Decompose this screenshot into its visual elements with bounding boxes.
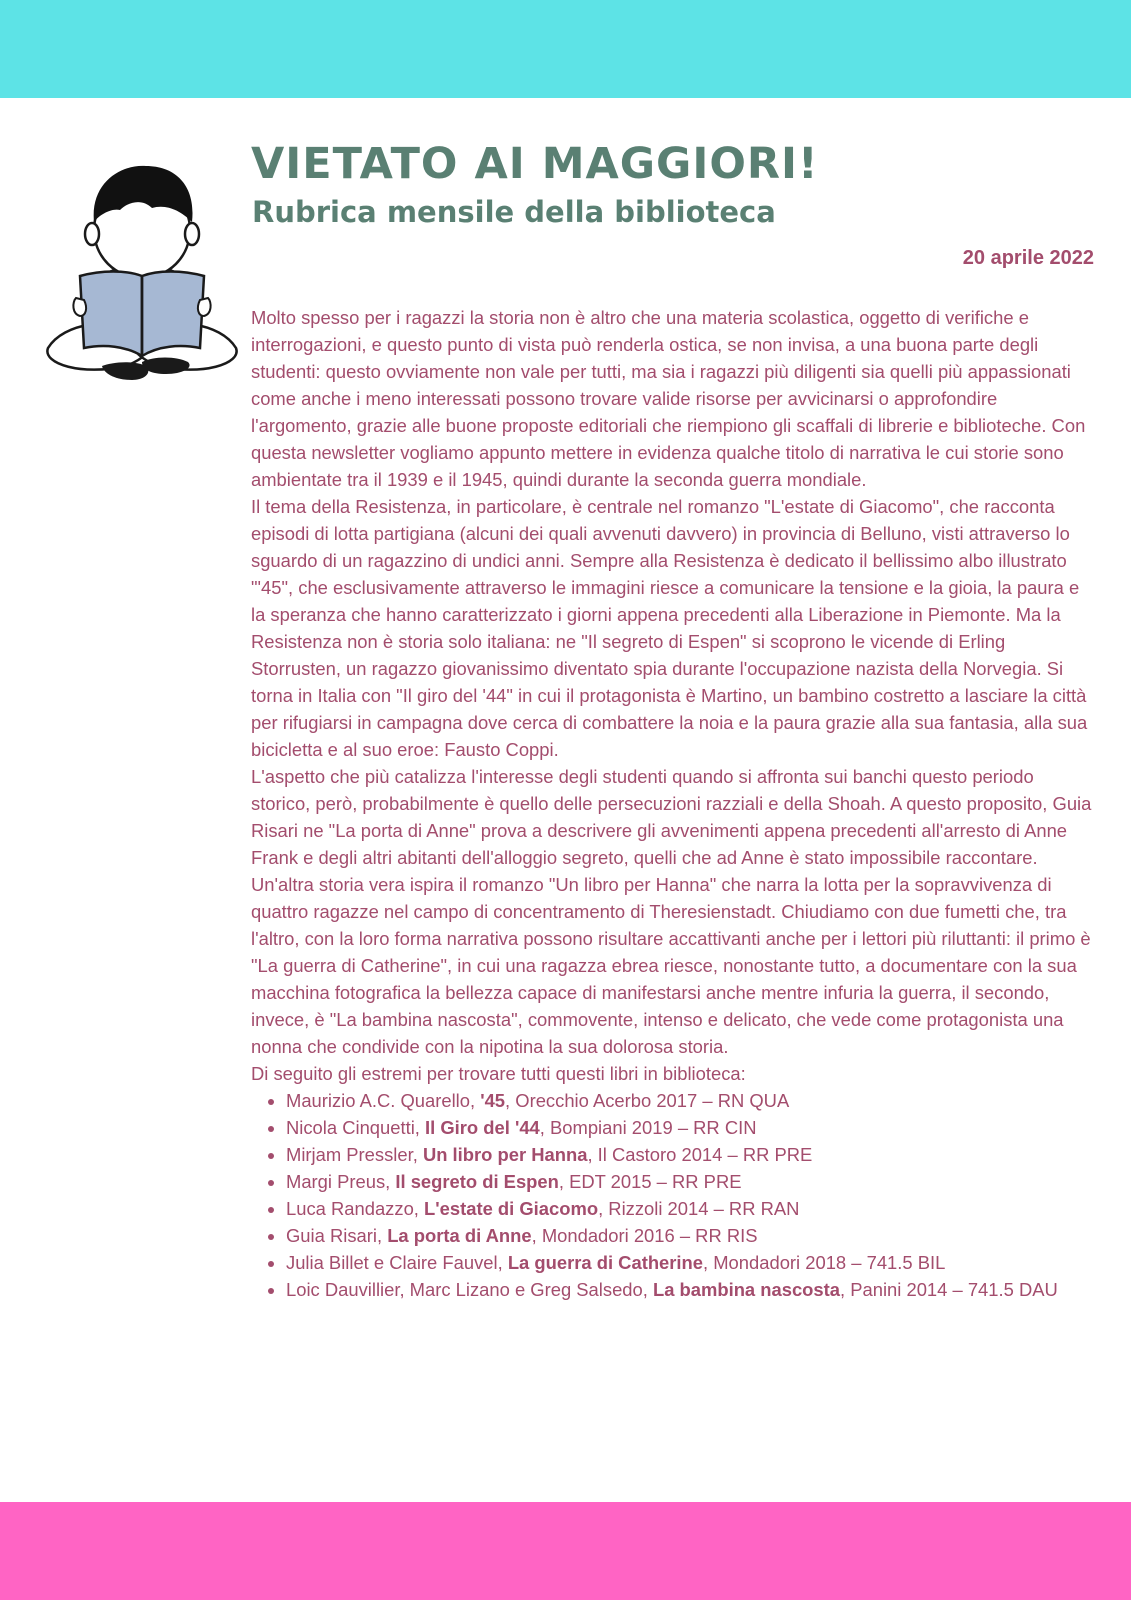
list-item <box>286 1168 1094 1195</box>
book-author: Mirjam Pressler, <box>286 1144 423 1165</box>
book-author: Margi Preus, <box>286 1171 396 1192</box>
book-title: La guerra di Catherine <box>507 1252 704 1273</box>
paragraph-books-intro: Di seguito gli estremi per trovare tutti questi libri in biblioteca: <box>251 1063 746 1084</box>
book-details: , Orecchio Acerbo 2017 – RN QUA <box>505 1090 790 1111</box>
book-author: Luca Randazzo, <box>286 1198 425 1219</box>
article-body <box>251 304 1094 1303</box>
book-details: , EDT 2015 – RR PRE <box>558 1171 742 1192</box>
book-author: Loic Dauvillier, Marc Lizano e Greg Salsedo, <box>286 1279 653 1300</box>
book-author: Maurizio A.C. Quarello, <box>286 1090 481 1111</box>
book-author: Guia Risari, <box>286 1225 388 1246</box>
book-title: La porta di Anne <box>387 1225 532 1246</box>
paragraph-shoah: L'aspetto che più catalizza l'interesse degli studenti quando si affronta sui banchi questo periodo storico, però, probabilmente è quello delle persecuzioni razziali e della Shoah. A questo proposito, Guia Risari ne "La porta di Anne" prova a descrivere gli avvenimenti appena precedenti all'arresto di Anne Frank e degli altri abitanti dell'alloggio segreto, quelli che ad Anne è stato impossibile raccontare. Un'altra storia vera ispira il romanzo "Un libro per Hanna" che narra la lotta per la sopravvivenza di quattro ragazze nel campo di concentramento di Theresienstadt. Chiudiamo con due fumetti che, tra l'altro, con la loro forma narrativa possono risultare accattivanti anche per i lettori più riluttanti: il primo è "La guerra di Catherine", in cui una ragazza ebrea riesce, nonostante tutto, a documentare con la sua macchina fotografica la bellezza capace di manifestarsi anche mentre infuria la guerra, il secondo, invece, è "La bambina nascosta", commovente, intenso e delicato, che vede come protagonista una nonna che condivide con la nipotina la sua dolorosa storia. <box>251 766 1092 1057</box>
list-item <box>286 1276 1094 1303</box>
list-item <box>286 1141 1094 1168</box>
list-item <box>286 1249 1094 1276</box>
child-reading-book-icon <box>42 152 242 388</box>
list-item <box>286 1114 1094 1141</box>
book-title: Un libro per Hanna <box>422 1144 588 1165</box>
book-title: L'estate di Giacomo <box>424 1198 599 1219</box>
book-details: , Mondadori 2016 – RR RIS <box>531 1225 758 1246</box>
paragraph-intro: Molto spesso per i ragazzi la storia non è altro che una materia scolastica, oggetto di verifiche e interrogazioni, e questo punto di vista può renderla ostica, se non invisa, a una buona parte degli studenti: questo ovviamente non vale per tutti, ma sia i ragazzi più diligenti sia quelli più appassionati come anche i meno interessati possono trovare valide risorse per avvicinarsi o approfondire l'argomento, grazie alle buone proposte editoriali che riempiono gli scaffali di librerie e biblioteche. Con questa newsletter vogliamo appunto mettere in evidenza qualche titolo di narrativa le cui storie sono ambientate tra il 1939 e il 1945, quindi durante la seconda guerra mondiale. <box>251 307 1086 490</box>
page-subtitle: Rubrica mensile della biblioteca <box>252 195 776 229</box>
list-item <box>286 1087 1094 1114</box>
book-details: , Bompiani 2019 – RR CIN <box>539 1117 757 1138</box>
top-color-band <box>0 0 1131 98</box>
paragraph-resistenza: Il tema della Resistenza, in particolare, è centrale nel romanzo "L'estate di Giacomo", che racconta episodi di lotta partigiana (alcuni dei quali avvenuti davvero) in provincia di Belluno, visti attraverso lo sguardo di un ragazzino di undici anni. Sempre alla Resistenza è dedicato il bellissimo albo illustrato "'45", che esclusivamente attraverso le immagini riesce a comunicare la tensione e la gioia, la paura e la speranza che hanno caratterizzato i giorni appena precedenti alla Liberazione in Piemonte. Ma la Resistenza non è storia solo italiana: ne "Il segreto di Espen" si scoprono le vicende di Erling Storrusten, un ragazzo giovanissimo diventato spia durante l'occupazione nazista della Norvegia. Si torna in Italia con "Il giro del '44" in cui il protagonista è Martino, un bambino costretto a lasciare la città per rifugiarsi in campagna dove cerca di combattere la noia e la paura grazie alla sua fantasia, alla sua bicicletta e al suo eroe: Fausto Coppi. <box>251 496 1088 760</box>
list-item <box>286 1195 1094 1222</box>
book-author: Nicola Cinquetti, <box>286 1117 426 1138</box>
issue-date: 20 aprile 2022 <box>962 247 1094 269</box>
page-title: VIETATO AI MAGGIORI! <box>251 139 819 189</box>
bottom-color-band <box>0 1502 1131 1600</box>
book-author: Julia Billet e Claire Fauvel, <box>286 1252 508 1273</box>
book-details: , Mondadori 2018 – 741.5 BIL <box>703 1252 946 1273</box>
book-title: Il segreto di Espen <box>395 1171 559 1192</box>
book-title: La bambina nascosta <box>652 1279 841 1300</box>
book-list <box>251 1087 1094 1303</box>
book-title: Il Giro del '44 <box>425 1117 540 1138</box>
book-title: '45 <box>480 1090 506 1111</box>
list-item <box>286 1222 1094 1249</box>
book-details: , Rizzoli 2014 – RR RAN <box>598 1198 800 1219</box>
book-details: , Il Castoro 2014 – RR PRE <box>587 1144 813 1165</box>
book-details: , Panini 2014 – 741.5 DAU <box>840 1279 1058 1300</box>
